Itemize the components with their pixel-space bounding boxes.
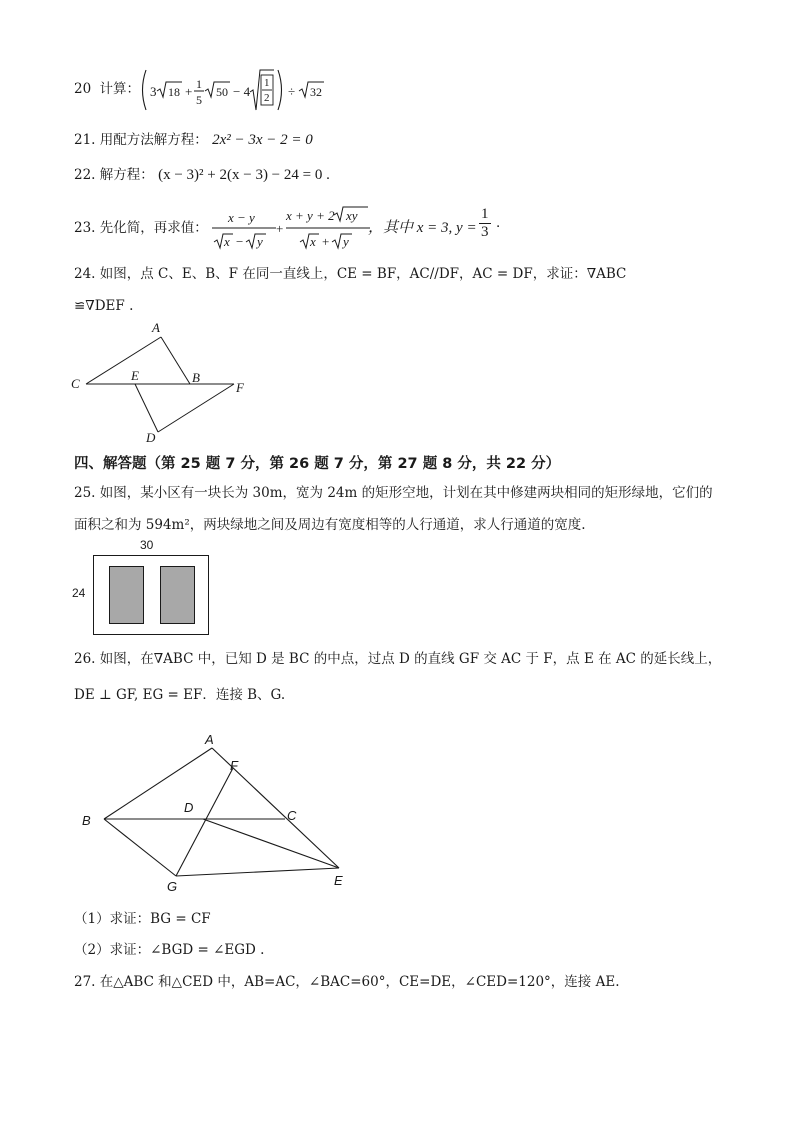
svg-text:5: 5 (196, 93, 202, 107)
segment-ed (135, 384, 158, 432)
q25-line2: 面积之和为 594m²，两块绿地之间及周边有宽度相等的人行通道，求人行通道的宽度. (74, 517, 586, 533)
fig24-label-e: E (131, 368, 139, 383)
figure-25 (70, 536, 220, 640)
svg-text:32: 32 (310, 85, 322, 99)
q23-number: 23. (74, 220, 96, 236)
segment-ab (104, 748, 212, 819)
q22-equation: (x − 3)² + 2(x − 3) − 24 = 0 . (158, 167, 330, 183)
fig26-label-e: E (334, 873, 343, 888)
svg-text:−: − (236, 234, 244, 249)
question-22 (74, 166, 330, 184)
segment-bg (104, 819, 176, 876)
q25-line1: 25. 如图，某小区有一块长为 30m，宽为 24m 的矩形空地，计划在其中修建两块相同的矩形绿地，它们的 (74, 485, 713, 501)
svg-text:+: + (322, 234, 330, 249)
q23-text: 先化简，再求值： (99, 220, 208, 236)
fig26-label-a: A (205, 732, 214, 747)
q23-fraction-inner (479, 206, 491, 241)
fig26-label-g: G (167, 879, 178, 894)
q26-part1: （1）求证：BG = CF (74, 911, 211, 927)
segment-gf (176, 768, 233, 876)
svg-text:+: + (185, 84, 193, 99)
svg-text:x + y + 2: x + y + 2 (286, 208, 335, 223)
figure-26 (76, 728, 356, 898)
q22-text: 解方程： (99, 167, 154, 183)
q20-number: 20 (74, 81, 92, 97)
svg-text:18: 18 (168, 85, 180, 99)
fig24-label-f: F (236, 380, 244, 395)
q26-part2: （2）求证：∠BGD = ∠EGD . (74, 942, 265, 958)
q26-line1: 26. 如图，在∇ABC 中，已知 D 是 BC 的中点，过点 D 的直线 GF 交 AC 于 F，点 E 在 AC 的延长线上， (74, 651, 722, 667)
question-21 (74, 131, 313, 149)
fig26-label-c: C (287, 808, 297, 823)
q26-line2: DE ⊥ GF, EG = EF．连接 B、G. (74, 687, 286, 703)
fig25-height-label: 24 (72, 586, 86, 600)
q24-line2: ≌∇DEF . (74, 298, 134, 314)
figure-24 (66, 318, 266, 446)
fig25-green-area-right (160, 566, 195, 624)
svg-text:y: y (257, 234, 263, 249)
fig25-width-label: 30 (140, 538, 154, 552)
fig24-label-d: D (146, 430, 156, 445)
q23-condition-text: ，其中 x = 3, y = (368, 220, 477, 236)
svg-text:1: 1 (264, 77, 270, 89)
svg-text:÷: ÷ (288, 84, 296, 99)
q22-number: 22. (74, 167, 96, 183)
fig26-label-f: F (230, 758, 238, 773)
svg-text:1: 1 (196, 77, 202, 91)
q21-equation: 2x² − 3x − 2 = 0 (212, 132, 313, 148)
svg-text:− 4: − 4 (233, 84, 251, 99)
q23-end: . (496, 214, 500, 231)
question-20 (74, 80, 140, 98)
fig24-label-b: B (192, 370, 200, 385)
q27-text: 27. 在△ABC 和△CED 中，AB=AC，∠BAC=60°，CE=DE，∠CED=120°，连接 AE. (74, 974, 620, 990)
question-23 (74, 207, 208, 249)
svg-text:2: 2 (264, 92, 270, 104)
segment-df (158, 384, 234, 432)
svg-text:50: 50 (216, 85, 228, 99)
q20-expression (138, 66, 328, 114)
segment-ca (86, 337, 161, 384)
fig24-label-a: A (152, 320, 160, 335)
q23-condition (368, 219, 477, 237)
segment-de (203, 819, 339, 868)
section-4-heading: 四、解答题（第 25 题 7 分，第 26 题 7 分，第 27 题 8 分，共 22 分） (74, 456, 561, 472)
svg-text:+: + (276, 221, 284, 236)
svg-text:y: y (343, 234, 349, 249)
q24-line1: 24. 如图，点 C、E、B、F 在同一直线上，CE = BF，AC//DF，AC = DF，求证：∇ABC (74, 266, 627, 282)
q23-frac-den: 3 (481, 224, 489, 240)
q23-frac-num: 1 (481, 206, 489, 222)
svg-text:x: x (224, 234, 230, 249)
segment-ab (161, 337, 190, 384)
svg-text:xy: xy (346, 208, 358, 223)
segment-ge (176, 868, 339, 876)
q21-text: 用配方法解方程： (99, 132, 208, 148)
fig24-label-c: C (71, 376, 80, 391)
q23-fraction (477, 206, 500, 241)
q20-label: 计算： (99, 81, 140, 97)
q21-number: 21. (74, 132, 96, 148)
svg-text:3: 3 (150, 84, 157, 99)
fig25-green-area-left (109, 566, 144, 624)
svg-text:x: x (310, 234, 316, 249)
fig26-label-b: B (82, 813, 91, 828)
svg-text:x − y: x − y (228, 210, 255, 225)
q23-expression (210, 204, 380, 252)
fig26-label-d: D (184, 800, 194, 815)
